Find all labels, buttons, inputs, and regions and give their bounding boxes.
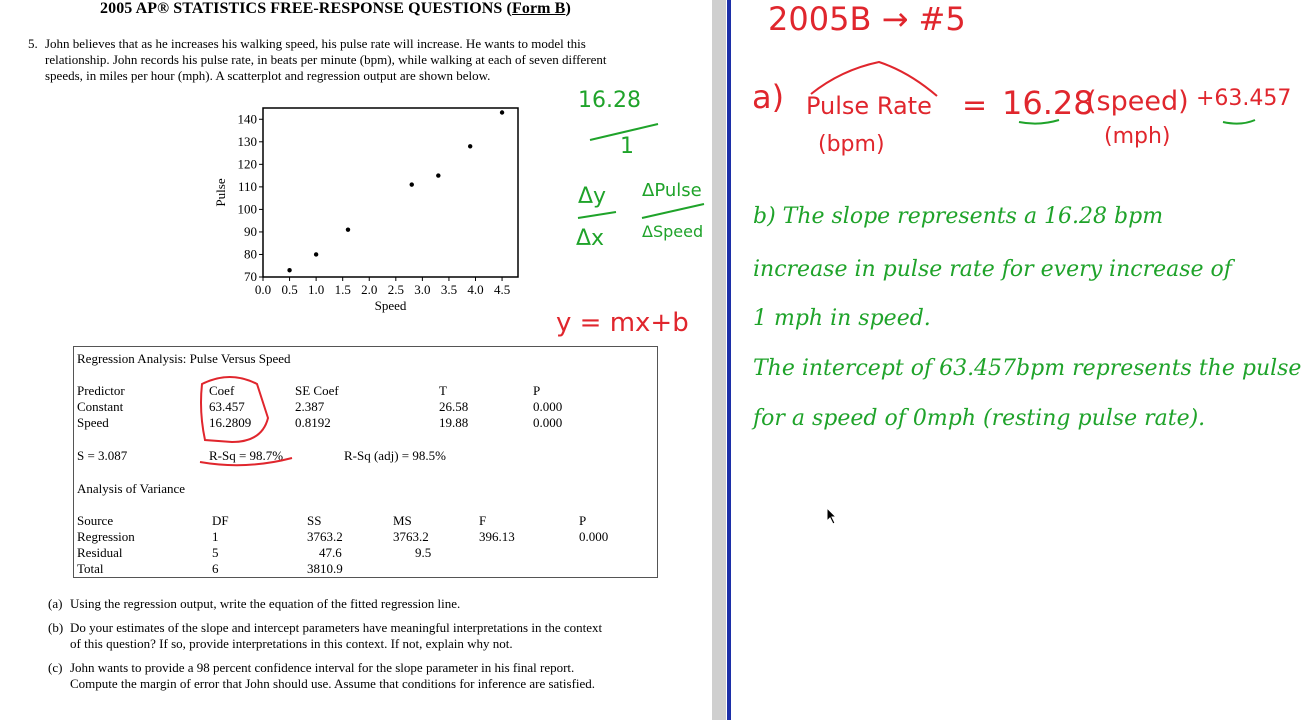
coef-cell: 0.8192 [295,415,331,430]
rsq-adj-value: R-Sq (adj) = 98.5% [344,448,446,463]
x-tick-label: 1.0 [308,282,325,297]
anova-header: SS [307,513,322,528]
x-tick-label: 3.0 [414,282,431,297]
handwritten-dx: Δx [576,226,605,251]
s-value: S = 3.087 [77,448,128,463]
anova-cell: 3763.2 [393,529,429,544]
anova-heading: Analysis of Variance [77,481,186,496]
handwritten-dy: Δy [578,184,607,209]
x-tick-label: 0.0 [254,282,272,297]
handwritten-dpulse: ΔPulse [642,180,702,201]
anova-cell: 47.6 [319,545,342,560]
mouse-cursor-icon [826,507,838,525]
coef-cell: 16.2809 [209,415,252,430]
x-axis-label: Speed [374,298,407,313]
coef-cell: 0.000 [533,415,563,430]
part-line: Do your estimates of the slope and intercept parameters have meaningful interpretations in the context [70,620,603,635]
x-tick-label: 2.0 [361,282,378,297]
anova-cell: Total [77,561,104,576]
anova-cell: 1 [212,529,219,544]
handwritten-mph: (mph) [1104,124,1171,149]
coef-header-secoef: SE Coef [295,383,339,398]
anova-cell: 0.000 [579,529,609,544]
part-b-line: for a speed of 0mph (resting pulse rate). [753,406,1206,431]
handwritten-pulse-rate: Pulse Rate [806,92,932,120]
coef-underline [1019,120,1059,124]
handwritten-slope-den: 1 [620,134,634,159]
x-tick-label: 4.0 [467,282,484,297]
rsq-value: R-Sq = 98.7% [209,448,284,463]
rsq-underline [200,458,292,465]
coef-header-predictor: Predictor [77,383,125,398]
regression-heading: Regression Analysis: Pulse Versus Speed [77,351,291,366]
x-tick-label: 1.5 [334,282,351,297]
intercept-underline [1223,120,1255,124]
y-tick-label: 90 [244,223,257,239]
intro-line: speeds, in miles per hour (mph). A scatterplot and regression output are shown below. [45,68,491,83]
coef-cell: 2.387 [295,399,325,414]
coef-circle [201,377,268,442]
coef-header-coef: Coef [209,383,235,398]
anova-cell: Residual [77,545,123,560]
title-close: ) [565,0,571,17]
anova-cell: 3763.2 [307,529,343,544]
coef-cell: Constant [77,399,124,414]
handwritten-coef: 16.28 [1002,84,1094,122]
anova-cell: 3810.9 [307,561,343,576]
part-label: (a) [48,596,63,611]
anova-header: DF [212,513,229,528]
panel-divider [712,0,726,720]
title-form: Form B [511,0,566,17]
part-line: Using the regression output, write the equation of the fitted regression line. [70,596,461,611]
x-tick-label: 2.5 [387,282,404,297]
intro-line: John believes that as he increases his walking speed, his pulse rate will increase. He wants to model this [45,36,586,51]
y-tick-label: 80 [244,246,257,262]
x-tick-label: 0.5 [281,282,298,297]
coef-header-t: T [439,383,447,398]
anova-cell: Regression [77,529,135,544]
part-label: (b) [48,620,64,635]
handwritten-dspeed: ΔSpeed [642,222,704,241]
part-b-line: The intercept of 63.457bpm represents the pulse [753,356,1301,381]
y-tick-label: 100 [237,201,257,217]
part-b-line: increase in pulse rate for every increase of [753,257,1232,282]
slope-fraction-bar [590,124,658,140]
handwritten-ymxb: y = mx+b [556,308,689,338]
y-axis-label: Pulse [213,178,228,207]
anova-header: Source [77,513,114,528]
anova-header: MS [393,513,412,528]
handwritten-header: 2005B → #5 [768,0,966,38]
anova-header: P [579,513,587,528]
handwritten-speed: (speed) [1086,86,1189,117]
coef-cell: 0.000 [533,399,563,414]
y-tick-label: 70 [244,269,257,284]
x-tick-label: 3.5 [440,282,458,297]
title-text: 2005 AP® STATISTICS FREE-RESPONSE QUESTIONS ( [100,0,512,17]
part-b-line: 1 mph in speed. [753,306,931,331]
coef-cell: Speed [77,415,109,430]
y-tick-label: 140 [237,111,257,127]
slope-fraction-marks [570,110,710,250]
y-tick-label: 120 [237,156,257,172]
handwritten-equals: = [962,88,988,123]
dpulse-dspeed-bar [642,204,704,218]
x-tick-label: 4.5 [493,282,511,297]
part-line: Compute the margin of error that John should use. Assume that conditions for inference are satisfied. [70,676,596,691]
coef-cell: 19.88 [439,415,469,430]
coef-header-p: P [533,383,541,398]
coef-cell: 63.457 [209,399,245,414]
handwritten-bpm: (bpm) [818,132,885,157]
notes-annotation-marks [731,0,1280,200]
handwritten-intercept: +63.457 [1196,86,1292,111]
coef-cell: 26.58 [439,399,469,414]
handwritten-part-a-label: a) [752,78,785,116]
anova-cell: 9.5 [415,545,432,560]
question-number: 5. [28,36,38,51]
y-tick-label: 130 [237,133,257,149]
anova-cell: 396.13 [479,529,515,544]
dy-dx-bar [578,212,616,218]
handwritten-slope-num: 16.28 [578,88,641,113]
part-line: of this question? If so, provide interpretations in this context. If not, explain why not. [70,636,513,651]
intro-line: relationship. John records his pulse rate, in beats per minute (bpm), while walking at each of seven different [45,52,607,67]
anova-cell: 6 [212,561,219,576]
part-line: John wants to provide a 98 percent confidence interval for the slope parameter in his final report. [70,660,575,675]
pulse-rate-caret [811,62,937,96]
y-tick-label: 110 [237,178,257,194]
anova-cell: 5 [212,545,219,560]
part-b-line: b) The slope represents a 16.28 bpm [753,204,1164,229]
part-label: (c) [48,660,63,675]
anova-header: F [479,513,487,528]
